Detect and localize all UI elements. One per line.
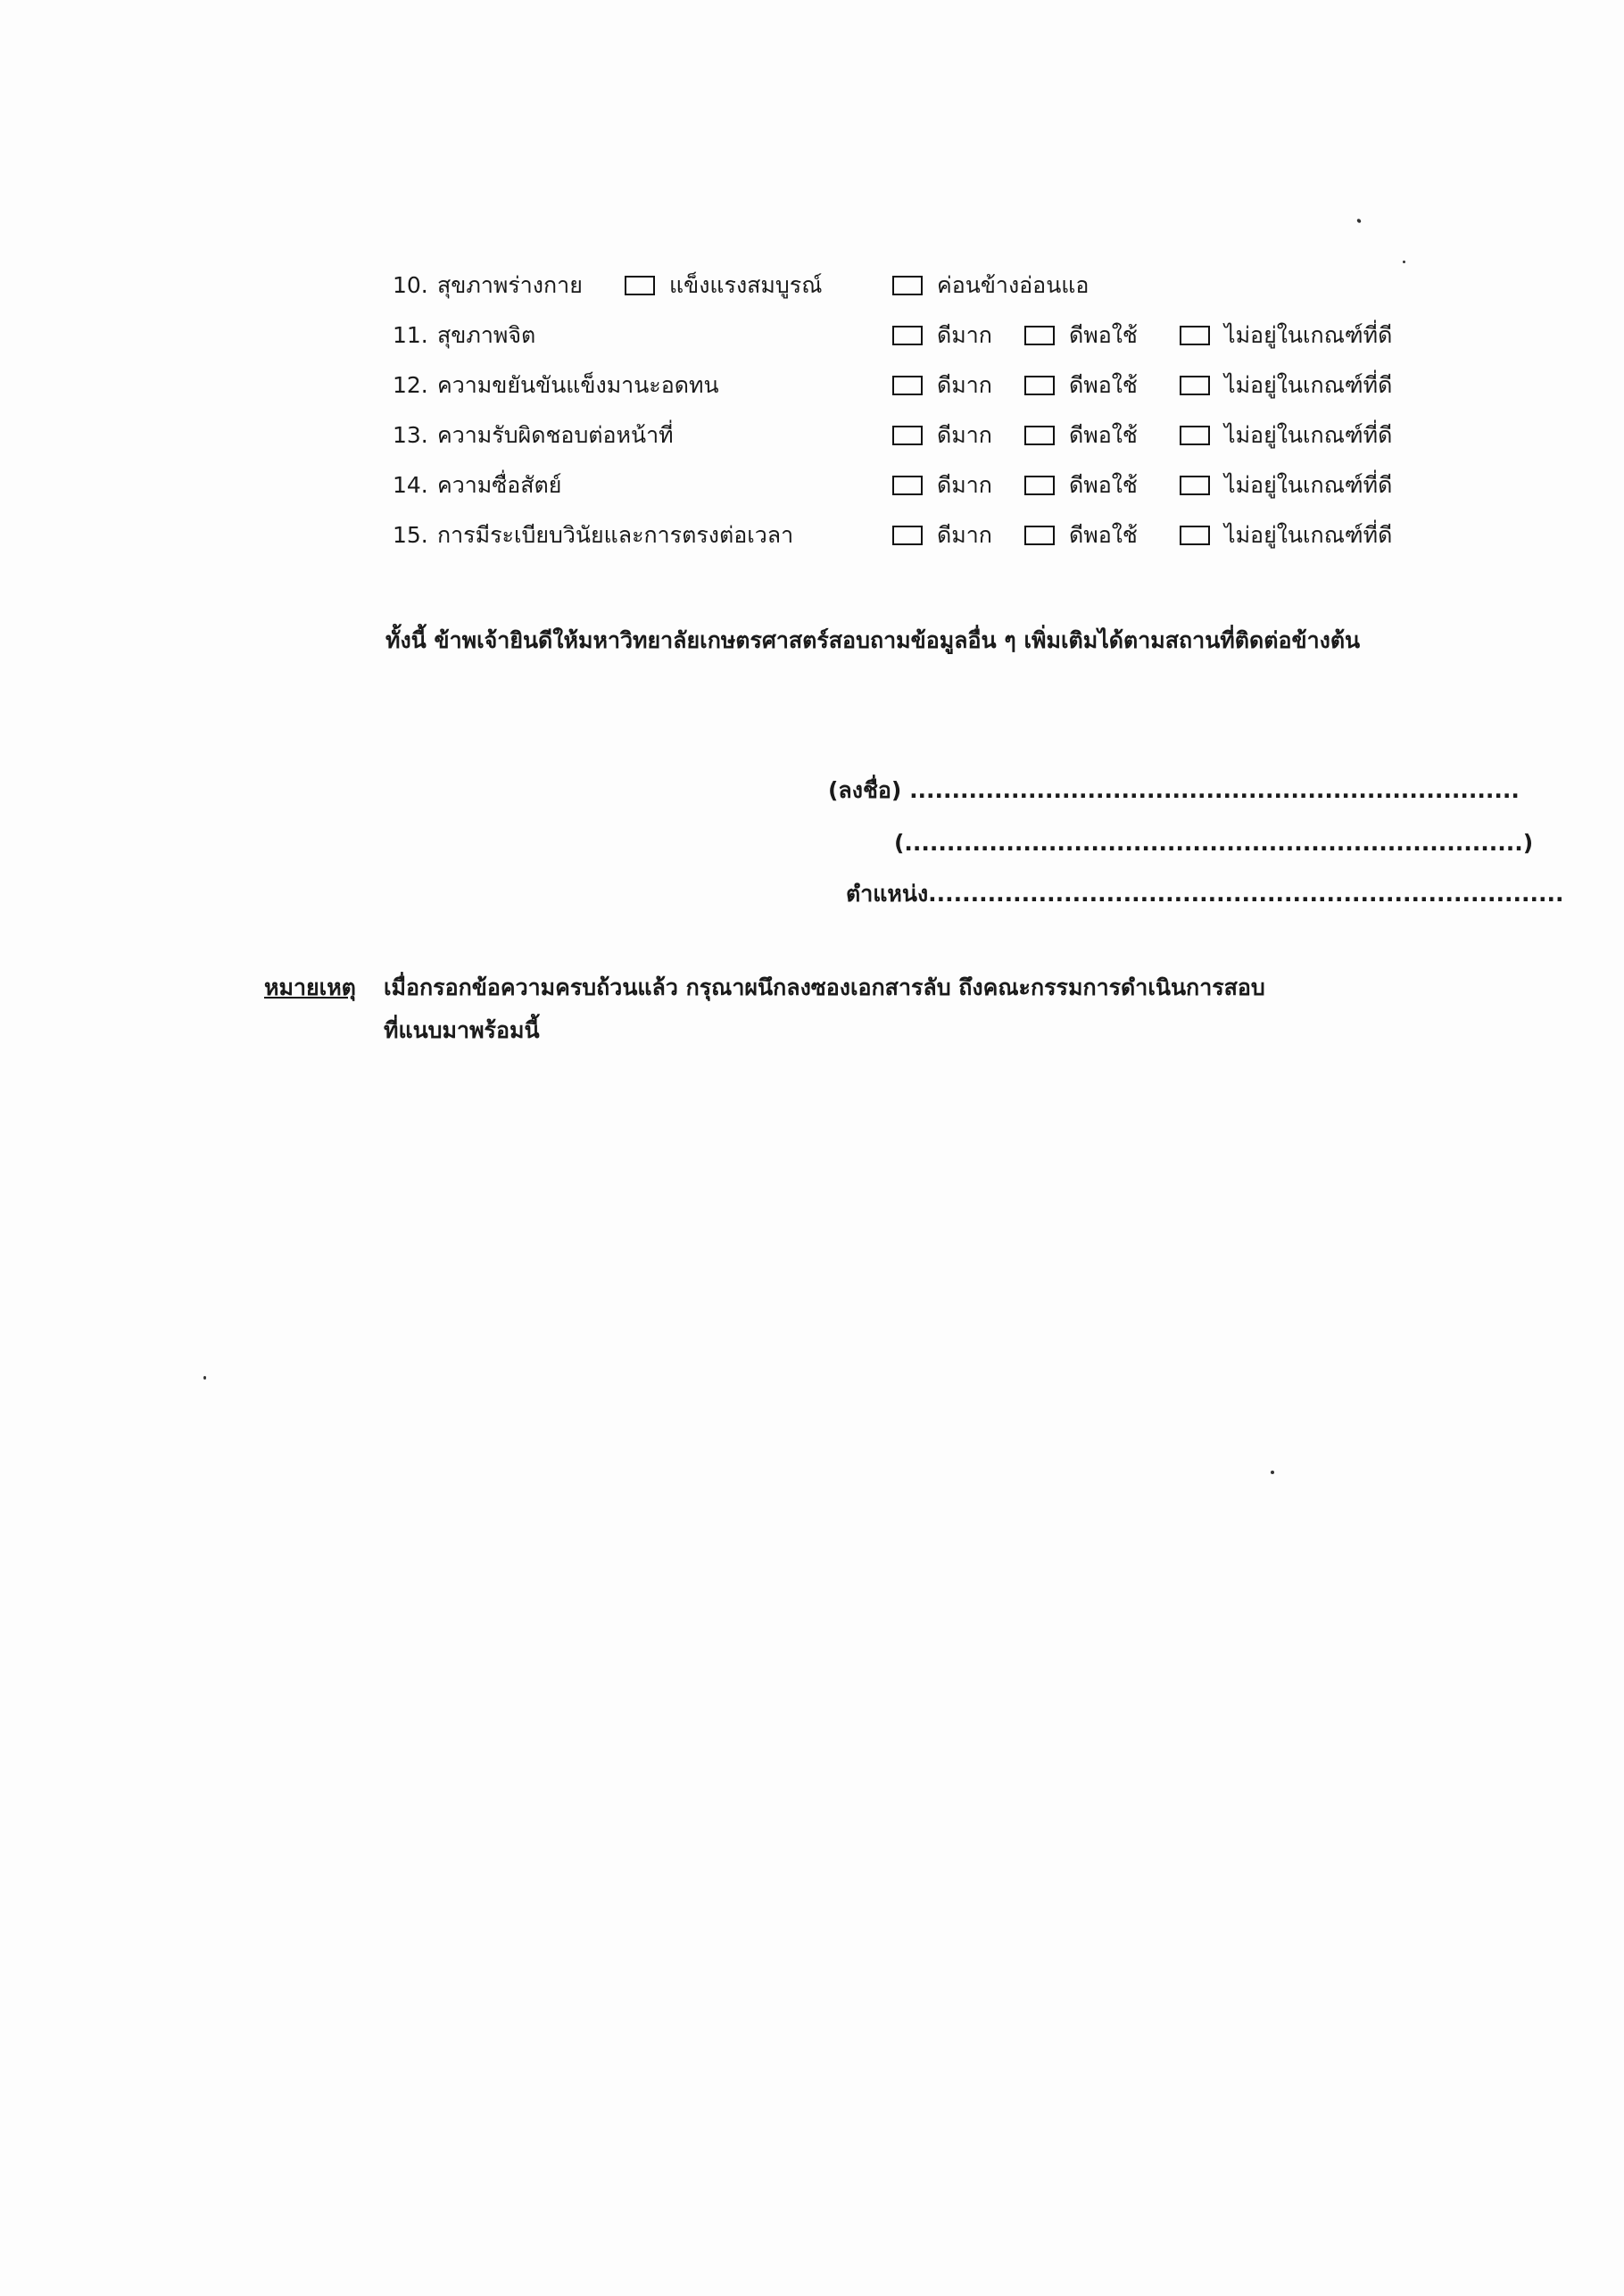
consent-statement: ทั้งนี้ ข้าพเจ้ายินดีให้มหาวิทยาลัยเกษตรศาสตร์สอบถามข้อมูลอื่น ๆ เพิ่มเติมได้ตามสถานที่ติดต่อข้างต้น bbox=[385, 627, 1361, 653]
question-row-15 bbox=[0, 518, 1624, 553]
checkbox[interactable] bbox=[892, 326, 923, 345]
scan-speck bbox=[1403, 261, 1405, 263]
checkbox[interactable] bbox=[1024, 326, 1055, 345]
position-line[interactable]: ตำแหน่ง........................................................................... bbox=[846, 881, 1564, 907]
checkbox[interactable] bbox=[1180, 526, 1210, 545]
option-strong-health[interactable] bbox=[625, 268, 822, 303]
option-label: ดีมาก bbox=[937, 522, 992, 548]
checkbox[interactable] bbox=[892, 376, 923, 395]
checkbox[interactable] bbox=[892, 526, 923, 545]
question-row-14 bbox=[0, 468, 1624, 503]
question-row-11 bbox=[0, 318, 1624, 353]
option-label: ไม่อยู่ในเกณฑ์ที่ดี bbox=[1224, 322, 1393, 348]
option-label: ดีมาก bbox=[937, 322, 992, 348]
note-label: หมายเหตุ bbox=[264, 974, 356, 1000]
checkbox[interactable] bbox=[1180, 476, 1210, 495]
question-row-12 bbox=[0, 368, 1624, 403]
question-number: 15. bbox=[393, 522, 428, 548]
scan-speck bbox=[203, 1376, 206, 1380]
note-text-line-1: เมื่อกรอกข้อความครบถ้วนแล้ว กรุณาผนึกลงซองเอกสารลับ ถึงคณะกรรมการดำเนินการสอบ bbox=[384, 974, 1265, 1000]
option-label: ดีมาก bbox=[937, 372, 992, 398]
scan-speck bbox=[1356, 218, 1362, 223]
option-fair[interactable] bbox=[1024, 468, 1138, 503]
option-label: ดีพอใช้ bbox=[1069, 372, 1138, 398]
checkbox[interactable] bbox=[892, 276, 923, 295]
option-label: ดีพอใช้ bbox=[1069, 322, 1138, 348]
option-label: ไม่อยู่ในเกณฑ์ที่ดี bbox=[1224, 472, 1393, 498]
option-label: ไม่อยู่ในเกณฑ์ที่ดี bbox=[1224, 522, 1393, 548]
option-label: ค่อนข้างอ่อนแอ bbox=[937, 272, 1090, 298]
question-number: 11. bbox=[393, 322, 428, 348]
option-label: ไม่อยู่ในเกณฑ์ที่ดี bbox=[1224, 372, 1393, 398]
checkbox[interactable] bbox=[892, 426, 923, 445]
option-label: ดีมาก bbox=[937, 472, 992, 498]
option-label: ดีพอใช้ bbox=[1069, 522, 1138, 548]
option-very-good[interactable] bbox=[892, 518, 992, 553]
question-number: 13. bbox=[393, 422, 428, 448]
checkbox[interactable] bbox=[1180, 376, 1210, 395]
checkbox[interactable] bbox=[1024, 476, 1055, 495]
option-not-good[interactable] bbox=[1180, 468, 1392, 503]
checkbox[interactable] bbox=[1180, 426, 1210, 445]
checkbox[interactable] bbox=[1024, 526, 1055, 545]
checkbox[interactable] bbox=[1024, 426, 1055, 445]
option-label: ดีพอใช้ bbox=[1069, 422, 1138, 448]
option-not-good[interactable] bbox=[1180, 418, 1392, 453]
option-label: ดีมาก bbox=[937, 422, 992, 448]
option-not-good[interactable] bbox=[1180, 318, 1392, 353]
checkbox[interactable] bbox=[1180, 326, 1210, 345]
option-not-good[interactable] bbox=[1180, 518, 1392, 553]
scan-speck bbox=[1271, 1471, 1274, 1474]
question-number: 10. bbox=[393, 272, 428, 298]
option-very-good[interactable] bbox=[892, 368, 992, 403]
question-row-13 bbox=[0, 418, 1624, 453]
option-weak-health[interactable] bbox=[892, 268, 1089, 303]
option-very-good[interactable] bbox=[892, 468, 992, 503]
option-label: ดีพอใช้ bbox=[1069, 472, 1138, 498]
option-not-good[interactable] bbox=[1180, 368, 1392, 403]
option-label: แข็งแรงสมบูรณ์ bbox=[669, 272, 823, 298]
option-fair[interactable] bbox=[1024, 418, 1138, 453]
question-number: 12. bbox=[393, 372, 428, 398]
question-number: 14. bbox=[393, 472, 428, 498]
option-very-good[interactable] bbox=[892, 418, 992, 453]
question-text: ความซื่อสัตย์ bbox=[437, 472, 562, 498]
option-label: ไม่อยู่ในเกณฑ์ที่ดี bbox=[1224, 422, 1393, 448]
note-text-line-2: ที่แนบมาพร้อมนี้ bbox=[384, 1017, 540, 1043]
question-text: สุขภาพจิต bbox=[437, 322, 536, 348]
question-text: สุขภาพร่างกาย bbox=[437, 272, 583, 298]
question-text: ความรับผิดชอบต่อหน้าที่ bbox=[437, 422, 674, 448]
question-row-10 bbox=[0, 268, 1624, 303]
question-text: การมีระเบียบวินัยและการตรงต่อเวลา bbox=[437, 522, 794, 548]
option-fair[interactable] bbox=[1024, 318, 1138, 353]
checkbox[interactable] bbox=[892, 476, 923, 495]
option-fair[interactable] bbox=[1024, 368, 1138, 403]
checkbox[interactable] bbox=[1024, 376, 1055, 395]
printed-name-line[interactable]: (.........................................................................) bbox=[894, 830, 1534, 856]
question-text: ความขยันขันแข็งมานะอดทน bbox=[437, 372, 719, 398]
checkbox[interactable] bbox=[625, 276, 655, 295]
option-very-good[interactable] bbox=[892, 318, 992, 353]
option-fair[interactable] bbox=[1024, 518, 1138, 553]
signature-line[interactable]: (ลงชื่อ) ........................................................................ bbox=[828, 777, 1520, 803]
